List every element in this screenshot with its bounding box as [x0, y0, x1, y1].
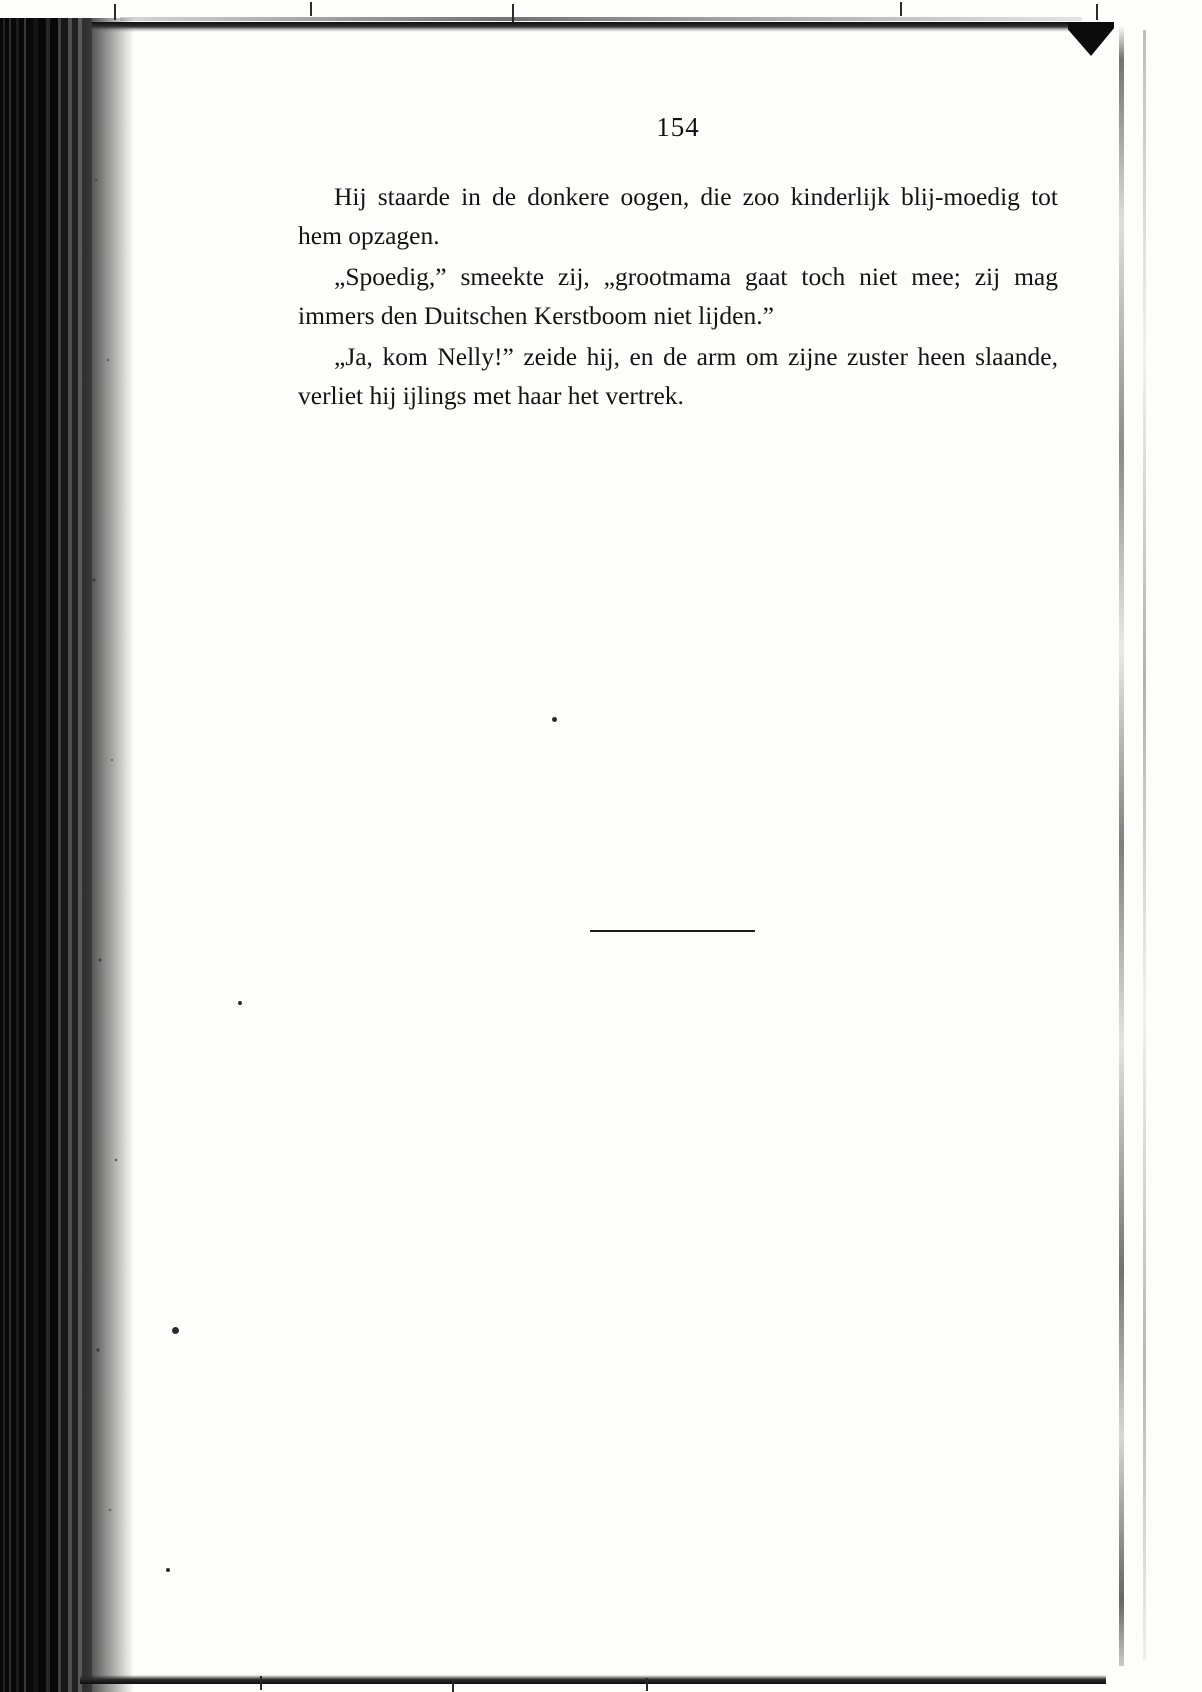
right-edge-outer-artifact	[1143, 30, 1146, 1660]
binding-shadow-artifact	[0, 18, 92, 1692]
paragraph-1: Hij staarde in de donkere oogen, die zoo kinderlijk blij-moedig tot hem opzagen.	[298, 182, 1058, 250]
page-text-column	[298, 112, 1058, 417]
tick-mark	[646, 1678, 648, 1691]
tick-mark	[114, 4, 116, 20]
ink-speck	[552, 717, 557, 722]
paragraph-3: „Ja, kom Nelly!” zeide hij, en de arm om zijne zuster heen slaande, verliet hij ijlings met haar het vertrek.	[298, 342, 1058, 410]
right-edge-artifact	[1119, 26, 1124, 1666]
paragraph-2: „Spoedig,” smeekte zij, „grootmama gaat toch niet mee; zij mag immers den Duitschen Kerstboom niet lijden.”	[298, 262, 1058, 330]
ink-speck	[172, 1327, 179, 1334]
section-divider-rule	[590, 930, 755, 932]
tick-mark	[512, 4, 514, 22]
bottom-edge-artifact	[80, 1675, 1106, 1684]
tick-mark	[310, 2, 312, 16]
ink-speck	[166, 1568, 170, 1572]
top-edge-secondary-artifact	[120, 17, 1082, 21]
tick-mark	[900, 2, 902, 16]
ink-speck	[238, 1001, 242, 1005]
page-number: 154	[656, 112, 700, 142]
tick-mark	[1096, 4, 1098, 20]
top-edge-artifact	[92, 22, 1112, 32]
tick-mark	[452, 1680, 454, 1692]
gutter-speckle-artifact	[86, 60, 126, 1640]
corner-wedge-artifact	[1068, 22, 1114, 56]
tick-mark	[260, 1676, 262, 1690]
